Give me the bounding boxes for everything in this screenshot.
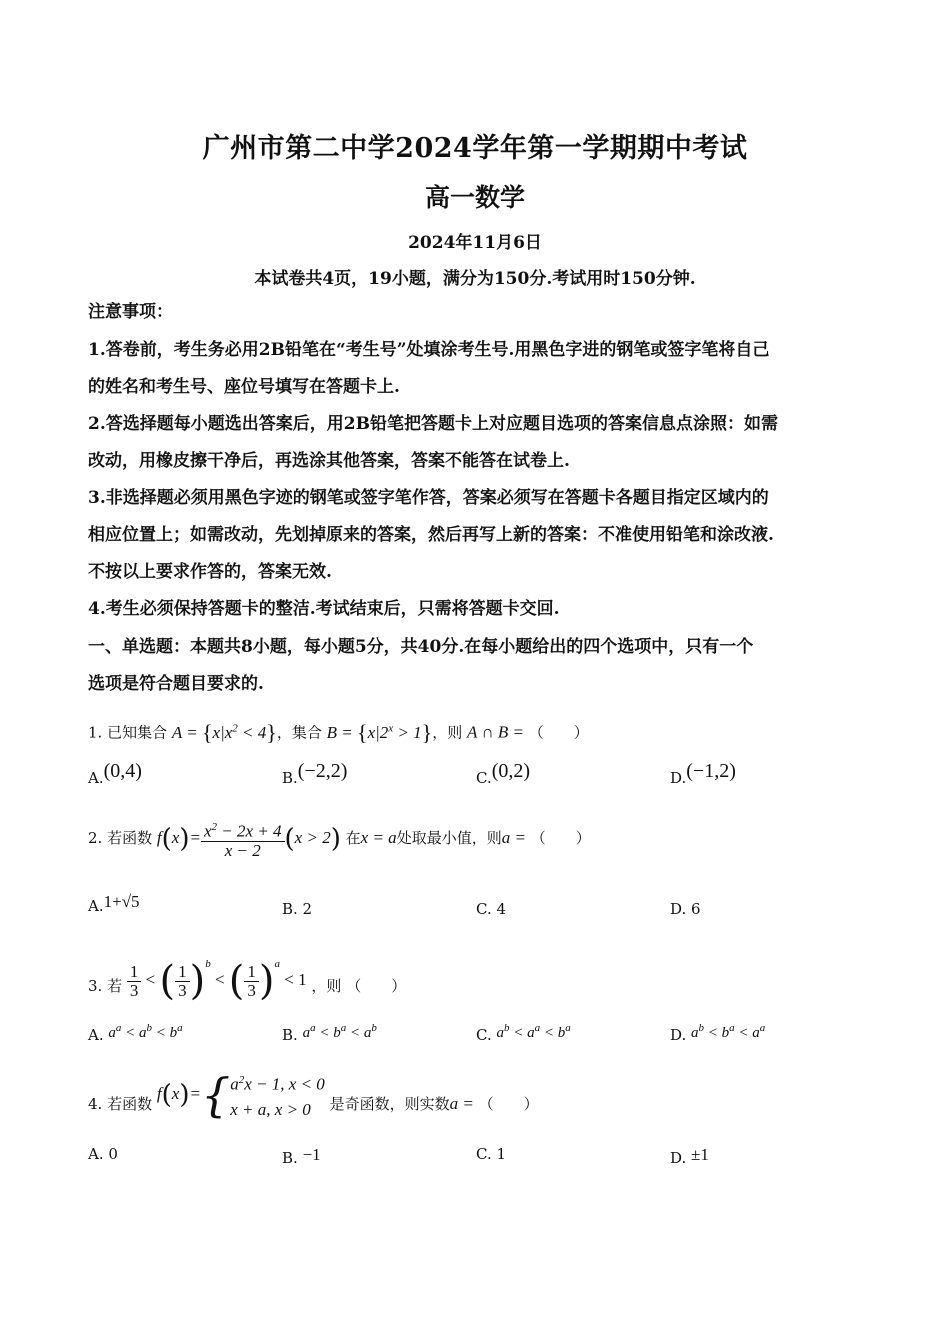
question-2 xyxy=(88,818,591,860)
notice-item-3-line-3: 不按以上要求作答的，答案无效. xyxy=(88,562,332,582)
notice-item-1-line-2: 的姓名和考生号、座位号填写在答题卡上. xyxy=(88,377,400,397)
answer-blank: （ ） xyxy=(528,723,589,742)
q2-option-d: D. 6 xyxy=(670,900,701,918)
question-text: 已知集合 xyxy=(107,723,168,742)
piecewise-function: $f(x)=\{a^2x - 1$, x < 0 x + a, x > 0 xyxy=(156,1068,325,1123)
x-equals-a: x = a xyxy=(360,828,397,847)
a-equals: a = xyxy=(501,828,526,847)
question-text: 若 xyxy=(107,977,123,995)
q1-option-a: A.(0,4) xyxy=(88,760,142,787)
q4-option-d: D. ±1 xyxy=(670,1145,709,1167)
section-heading-line-2: 选项是符合题目要求的. xyxy=(88,674,264,694)
question-text: ，集合 xyxy=(276,723,322,742)
intersection-formula: A ∩ B = xyxy=(467,722,524,742)
set-a-formula: $A = \{x|x^2 < 4\}$ xyxy=(171,719,277,745)
exam-title: 广州市第二中学2024学年第一学期期中考试 xyxy=(202,133,748,164)
q3-option-b: B. $a^a < b^a < a^b$ xyxy=(282,1022,377,1044)
exam-date: 2024年11月6日 xyxy=(408,233,542,253)
notice-item-2-line-2: 改动，用橡皮擦干净后，再选涂其他答案，答案不能答在试卷上. xyxy=(88,451,570,471)
section-heading-line-1: 一、单选题：本题共8小题，每小题5分，共40分.在每小题给出的四个选项中，只有一个 xyxy=(88,637,754,657)
question-number: 3. xyxy=(88,977,103,995)
q2-option-b: B. 2 xyxy=(282,900,313,918)
inequality-formula: $\frac{1}{3}$ < ( $\frac{1}{3}$ )$^b$ < ( $\frac{1}{3}$ )$^a$ < 1 xyxy=(127,944,307,1001)
question-text: ，则 xyxy=(432,723,463,742)
question-text: 若函数 xyxy=(107,1095,153,1113)
q3-option-c: C. $a^b < a^a < b^a$ xyxy=(476,1022,571,1044)
a-equals: a = xyxy=(449,1094,474,1113)
question-1 xyxy=(88,718,589,743)
q1-option-d: D.(−1,2) xyxy=(670,760,736,787)
notice-item-2-line-1: 2.答选择题每小题选出答案后，用2B铅笔把答题卡上对应题目选项的答案信息点涂照：如需 xyxy=(88,414,778,434)
q1-option-c: C.(0,2) xyxy=(476,760,531,787)
q3-option-a: A. $a^a < a^b < b^a$ xyxy=(88,1022,183,1044)
set-b-formula: $B = \{x|2^x > 1\}$ xyxy=(326,719,433,745)
question-3 xyxy=(88,944,406,1006)
notice-item-4: 4.考生必须保持答题卡的整洁.考试结束后，只需将答题卡交回. xyxy=(88,599,560,619)
answer-blank: （ ） xyxy=(346,977,407,995)
question-4 xyxy=(88,1066,539,1132)
q4-option-a: A. 0 xyxy=(88,1145,118,1163)
q2-option-c: C. 4 xyxy=(476,900,507,918)
q1-option-b: B.(−2,2) xyxy=(282,760,348,787)
question-number: 1. xyxy=(88,723,103,742)
notice-heading: 注意事项： xyxy=(88,302,173,322)
question-text: ，则 xyxy=(311,977,342,995)
question-text: 在 xyxy=(345,829,361,847)
question-text: 若函数 xyxy=(107,829,153,847)
answer-blank: （ ） xyxy=(478,1095,539,1113)
q4-option-b: B. −1 xyxy=(282,1145,321,1167)
q4-option-c: C. 1 xyxy=(476,1145,507,1163)
question-number: 4. xyxy=(88,1095,103,1113)
question-number: 2. xyxy=(88,829,103,847)
subject-title: 高一数学 xyxy=(424,183,525,212)
function-formula: f(x)= $\frac{x^2 - 2x + 4}{x - 2}$ (x > 2) xyxy=(157,828,341,847)
notice-item-1-line-1: 1.答卷前，考生务必用2B铅笔在“考生号”处填涂考生号.用黑色字进的钢笔或签字笔将自己 xyxy=(88,340,770,360)
answer-blank: （ ） xyxy=(530,829,591,847)
notice-item-3-line-2: 相应位置上；如需改动，先划掉原来的答案，然后再写上新的答案：不准使用铅笔和涂改液. xyxy=(88,525,774,545)
question-text: 是奇函数，则实数 xyxy=(329,1095,450,1113)
q3-option-d: D. $a^b < b^a < a^a$ xyxy=(670,1022,766,1044)
q2-option-a: A.1+√5 xyxy=(88,892,140,915)
notice-item-3-line-1: 3.非选择题必须用黑色字迹的钢笔或签字笔作答，答案必须写在答题卡各题目指定区域内的 xyxy=(88,488,769,508)
question-text: 处取最小值，则 xyxy=(396,829,502,847)
exam-info: 本试卷共4页，19小题，满分为150分.考试用时150分钟. xyxy=(254,269,696,289)
